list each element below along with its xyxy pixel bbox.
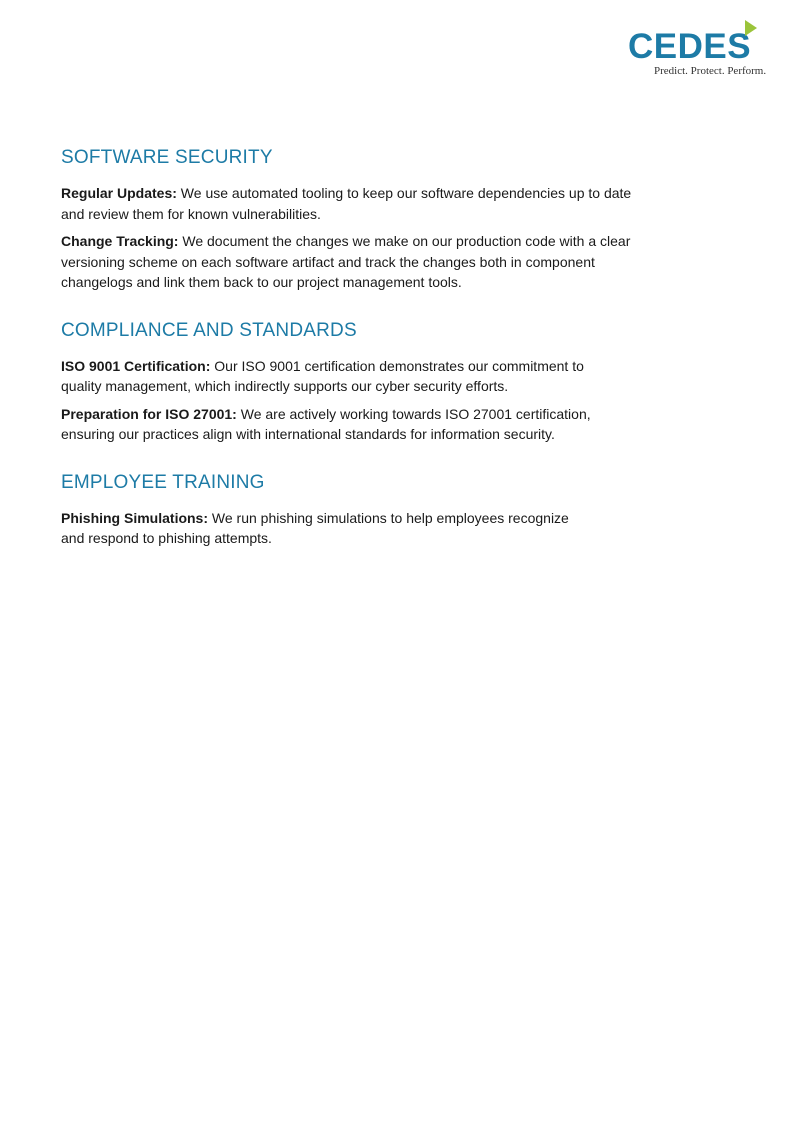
paragraph-iso-27001 <box>61 404 617 445</box>
document-body <box>61 146 661 575</box>
paragraph-text: Our ISO 9001 certification demonstrates our commitment to quality management, which indirectly supports our cyber security efforts. <box>61 357 584 394</box>
cedes-logo <box>624 18 774 80</box>
paragraph-text: We use automated tooling to keep our software dependencies up to date and review them for known vulnerabilities. <box>61 185 632 222</box>
section-title: SOFTWARE SECURITY <box>61 147 273 168</box>
term-label: Preparation for ISO 27001: <box>61 405 237 422</box>
section-software-security <box>61 146 661 293</box>
section-employee-training <box>61 471 661 549</box>
logo-triangle-icon <box>745 20 757 36</box>
section-title: COMPLIANCE AND STANDARDS <box>61 319 357 341</box>
term-label: Phishing Simulations: <box>61 509 209 526</box>
logo-tagline: Predict. Protect. Perform. <box>654 65 767 77</box>
paragraph-text: We are actively working towards ISO 27001 certification, ensuring our practices align with international standards for information security. <box>61 405 591 442</box>
paragraph-phishing-simulations <box>61 508 586 549</box>
paragraph-text: We run phishing simulations to help employees recognize and respond to phishing attempts. <box>61 509 569 546</box>
logo-wordmark: CEDES <box>628 27 752 66</box>
term-label: ISO 9001 Certification: <box>61 357 211 374</box>
paragraph-text: We document the changes we make on our production code with a clear versioning scheme on each software artifact and track the changes both in component changelogs and link them back to our project management tools. <box>61 233 631 290</box>
paragraph-iso-9001 <box>61 356 599 397</box>
section-compliance-standards <box>61 319 661 445</box>
term-label: Change Tracking: <box>61 233 179 249</box>
section-title: EMPLOYEE TRAINING <box>61 471 265 493</box>
paragraph-change-tracking <box>61 231 653 293</box>
term-label: Regular Updates: <box>61 185 177 201</box>
paragraph-regular-updates <box>61 183 653 224</box>
